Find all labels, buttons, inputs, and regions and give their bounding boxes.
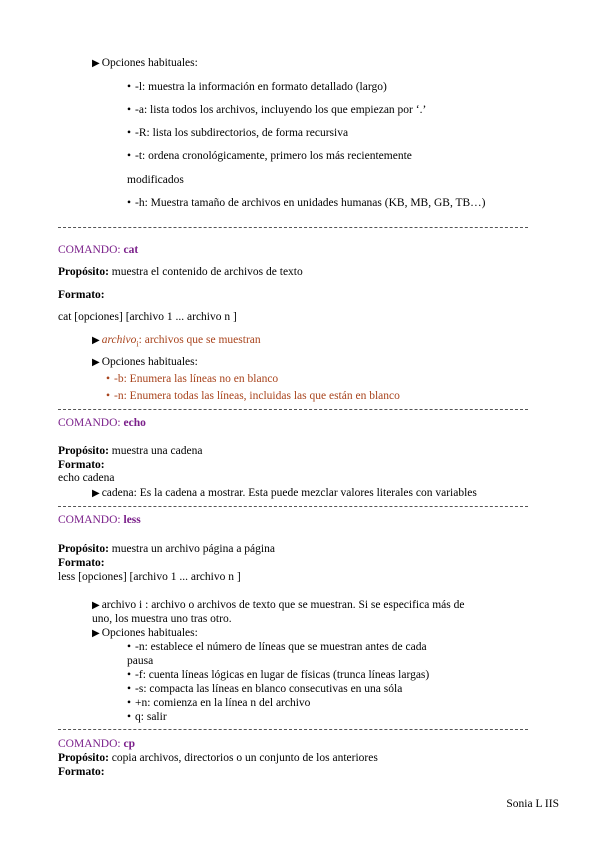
less-argument-continuation: uno, los muestra uno tras otro. [92,613,232,625]
less-option-s: • -s: compacta las líneas en blanco consecutivas en una sóla [127,683,403,695]
cat-argument: ▶ archivo$_i$: archivos que se muestran [92,334,261,349]
triangle-right-icon: ▶ [92,357,100,368]
triangle-right-icon: ▶ [92,335,100,346]
cp-format-label: Formato: [58,766,105,778]
echo-syntax: echo cadena [58,472,115,484]
less-syntax: less [opciones] [archivo 1 ... archivo n ] [58,571,241,583]
less-option-q: • q: salir [127,711,167,723]
less-format-label: Formato: [58,557,105,569]
echo-argument: ▶ cadena: Es la cadena a mostrar. Esta puede mezclar valores literales con variables [92,487,477,499]
bullet-icon: • [127,197,132,209]
ls-options-header: ▶ Opciones habituales: [92,57,198,69]
cat-option-n: • -n: Enumera todas las líneas, incluidas las que están en blanco [106,390,400,402]
cp-purpose: Propósito: copia archivos, directorios o un conjunto de los anteriores [58,752,378,764]
triangle-right-icon: ▶ [92,600,100,611]
bullet-icon: • [127,697,132,709]
ls-option-l: • -l: muestra la información en formato detallado (largo) [127,81,387,93]
bullet-icon: • [127,669,132,681]
echo-purpose: Propósito: muestra una cadena [58,445,203,457]
cat-options-header: ▶ Opciones habituales: [92,356,198,368]
less-option-n: • -n: establece el número de líneas que se muestran antes de cada [127,641,427,653]
less-option-n-continuation: pausa [127,655,154,667]
bullet-icon: • [127,711,132,723]
cat-format-label: Formato: [58,289,105,301]
separator [58,506,528,507]
bullet-icon: • [127,683,132,695]
ls-option-R: • -R: lista los subdirectorios, de forma recursiva [127,127,349,139]
ls-option-t-continuation: modificados [127,174,184,186]
less-option-plus-n: • +n: comienza en la línea n del archivo [127,697,311,709]
bullet-icon: • [106,373,111,385]
less-argument: ▶ archivo i : archivo o archivos de texto que se muestran. Si se especifica más de [92,599,465,611]
less-purpose: Propósito: muestra un archivo página a página [58,543,275,555]
triangle-right-icon: ▶ [92,58,100,69]
command-heading-less: COMANDO: less [58,514,141,526]
echo-format-label: Formato: [58,459,105,471]
bullet-icon: • [127,81,132,93]
command-heading-cp: COMANDO: cp [58,738,135,750]
ls-option-t: • -t: ordena cronológicamente, primero los más recientemente [127,150,412,162]
command-heading-echo: COMANDO: echo [58,417,146,429]
bullet-icon: • [127,104,132,116]
less-options-header: ▶ Opciones habituales: [92,627,198,639]
bullet-icon: • [127,641,132,653]
separator [58,227,528,228]
triangle-right-icon: ▶ [92,488,100,499]
separator [58,409,528,410]
page-footer: Sonia L IIS [506,798,559,810]
command-heading-cat: COMANDO: cat [58,244,139,256]
separator [58,729,528,730]
ls-option-h: • -h: Muestra tamaño de archivos en unidades humanas (KB, MB, GB, TB…) [127,197,486,209]
less-option-f: • -f: cuenta líneas lógicas en lugar de físicas (trunca líneas largas) [127,669,430,681]
cat-purpose: Propósito: muestra el contenido de archivos de texto [58,266,303,278]
bullet-icon: • [127,150,132,162]
bullet-icon: • [106,390,111,402]
triangle-right-icon: ▶ [92,628,100,639]
ls-option-a: • -a: lista todos los archivos, incluyendo los que empiezan por ‘.’ [127,104,427,116]
cat-option-b: • -b: Enumera las líneas no en blanco [106,373,279,385]
bullet-icon: • [127,127,132,139]
cat-syntax: cat [opciones] [archivo 1 ... archivo n ] [58,311,237,323]
